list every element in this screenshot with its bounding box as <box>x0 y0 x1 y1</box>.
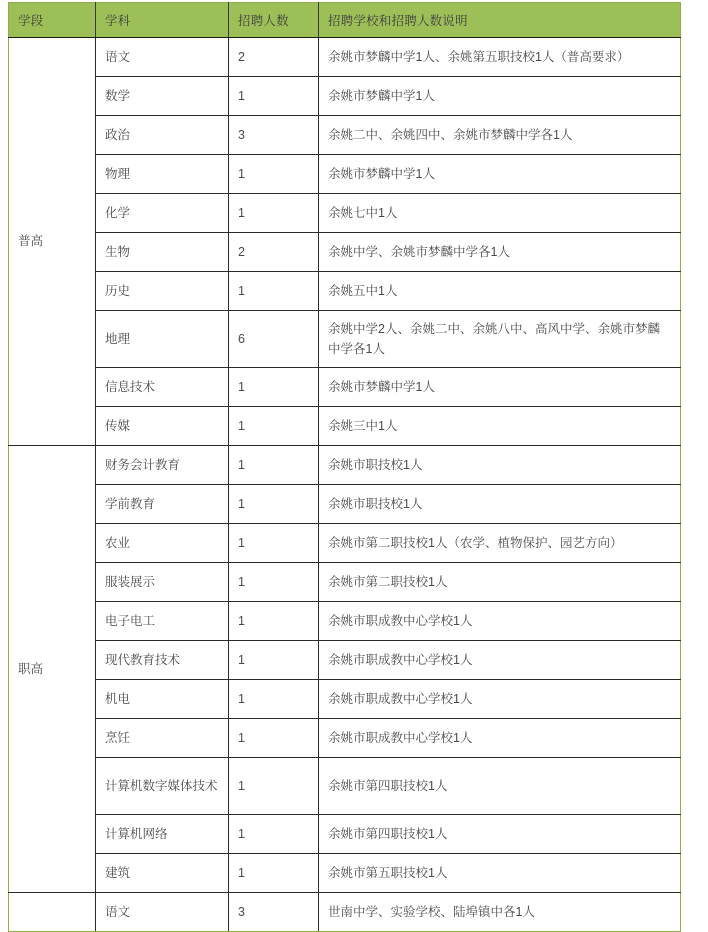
cell-subject: 物理 <box>96 155 229 194</box>
table-row <box>9 485 681 524</box>
table-row <box>9 563 681 602</box>
cell-subject: 机电 <box>96 680 229 719</box>
cell-count: 1 <box>229 407 319 446</box>
cell-count: 3 <box>229 116 319 155</box>
cell-subject: 服装展示 <box>96 563 229 602</box>
cell-count: 1 <box>229 602 319 641</box>
cell-stage: 职高 <box>9 446 96 893</box>
table-row <box>9 446 681 485</box>
table-row <box>9 680 681 719</box>
cell-subject: 烹饪 <box>96 719 229 758</box>
cell-count: 1 <box>229 680 319 719</box>
cell-count: 6 <box>229 311 319 368</box>
cell-detail: 余姚市职成教中心学校1人 <box>319 680 681 719</box>
cell-subject: 电子电工 <box>96 602 229 641</box>
table-row <box>9 272 681 311</box>
cell-detail: 余姚五中1人 <box>319 272 681 311</box>
cell-detail: 余姚七中1人 <box>319 194 681 233</box>
cell-detail: 余姚三中1人 <box>319 407 681 446</box>
cell-subject: 历史 <box>96 272 229 311</box>
cell-count: 1 <box>229 194 319 233</box>
cell-count: 1 <box>229 641 319 680</box>
cell-detail: 余姚市职成教中心学校1人 <box>319 641 681 680</box>
column-header-detail: 招聘学校和招聘人数说明 <box>319 3 681 38</box>
cell-detail: 余姚市梦麟中学1人 <box>319 155 681 194</box>
cell-subject: 传媒 <box>96 407 229 446</box>
cell-subject: 生物 <box>96 233 229 272</box>
cell-detail: 余姚二中、余姚四中、余姚市梦麟中学各1人 <box>319 116 681 155</box>
cell-detail: 余姚市第四职技校1人 <box>319 758 681 815</box>
table-header <box>9 3 681 38</box>
table-row <box>9 155 681 194</box>
cell-detail: 余姚市职技校1人 <box>319 485 681 524</box>
table-row <box>9 116 681 155</box>
cell-count: 2 <box>229 38 319 77</box>
column-header-subject: 学科 <box>96 3 229 38</box>
table-row <box>9 38 681 77</box>
cell-stage: 普高 <box>9 38 96 446</box>
cell-count: 1 <box>229 719 319 758</box>
table-body <box>9 38 681 932</box>
table-row <box>9 194 681 233</box>
table-row <box>9 719 681 758</box>
table-row <box>9 524 681 563</box>
cell-subject: 化学 <box>96 194 229 233</box>
cell-subject: 语文 <box>96 893 229 932</box>
cell-count: 1 <box>229 446 319 485</box>
cell-detail: 余姚市梦麟中学1人 <box>319 77 681 116</box>
cell-detail: 余姚市第四职技校1人 <box>319 815 681 854</box>
cell-subject: 财务会计教育 <box>96 446 229 485</box>
table-row <box>9 233 681 272</box>
cell-detail: 余姚市职成教中心学校1人 <box>319 602 681 641</box>
table-row <box>9 407 681 446</box>
cell-count: 1 <box>229 485 319 524</box>
cell-detail: 余姚中学2人、余姚二中、余姚八中、高风中学、余姚市梦麟中学各1人 <box>319 311 681 368</box>
table-row <box>9 641 681 680</box>
header-row <box>9 3 681 38</box>
cell-subject: 计算机网络 <box>96 815 229 854</box>
cell-detail: 余姚市第五职技校1人 <box>319 854 681 893</box>
cell-count: 1 <box>229 815 319 854</box>
cell-subject: 现代教育技术 <box>96 641 229 680</box>
cell-subject: 农业 <box>96 524 229 563</box>
table-row <box>9 311 681 368</box>
cell-count: 1 <box>229 758 319 815</box>
cell-count: 1 <box>229 563 319 602</box>
teacher-recruitment-table <box>8 2 681 932</box>
cell-count: 3 <box>229 893 319 932</box>
cell-subject: 地理 <box>96 311 229 368</box>
cell-count: 1 <box>229 854 319 893</box>
cell-subject: 学前教育 <box>96 485 229 524</box>
cell-subject: 政治 <box>96 116 229 155</box>
cell-detail: 世南中学、实验学校、陆埠镇中各1人 <box>319 893 681 932</box>
column-header-count: 招聘人数 <box>229 3 319 38</box>
cell-subject: 语文 <box>96 38 229 77</box>
cell-count: 1 <box>229 272 319 311</box>
cell-count: 1 <box>229 368 319 407</box>
cell-count: 1 <box>229 155 319 194</box>
table-row <box>9 368 681 407</box>
table-row <box>9 758 681 815</box>
cell-subject: 数学 <box>96 77 229 116</box>
cell-detail: 余姚市职技校1人 <box>319 446 681 485</box>
table-row <box>9 602 681 641</box>
cell-detail: 余姚市梦麟中学1人、余姚第五职技校1人（普高要求） <box>319 38 681 77</box>
cell-stage <box>9 893 96 932</box>
cell-detail: 余姚市第二职技校1人（农学、植物保护、园艺方向） <box>319 524 681 563</box>
cell-subject: 计算机数字媒体技术 <box>96 758 229 815</box>
cell-detail: 余姚市梦麟中学1人 <box>319 368 681 407</box>
cell-count: 1 <box>229 77 319 116</box>
cell-detail: 余姚市职成教中心学校1人 <box>319 719 681 758</box>
cell-subject: 信息技术 <box>96 368 229 407</box>
cell-detail: 余姚市第二职技校1人 <box>319 563 681 602</box>
column-header-stage: 学段 <box>9 3 96 38</box>
table-row <box>9 815 681 854</box>
cell-detail: 余姚中学、余姚市梦麟中学各1人 <box>319 233 681 272</box>
table-row <box>9 854 681 893</box>
table-row <box>9 77 681 116</box>
cell-count: 2 <box>229 233 319 272</box>
table-row <box>9 893 681 932</box>
cell-count: 1 <box>229 524 319 563</box>
cell-subject: 建筑 <box>96 854 229 893</box>
